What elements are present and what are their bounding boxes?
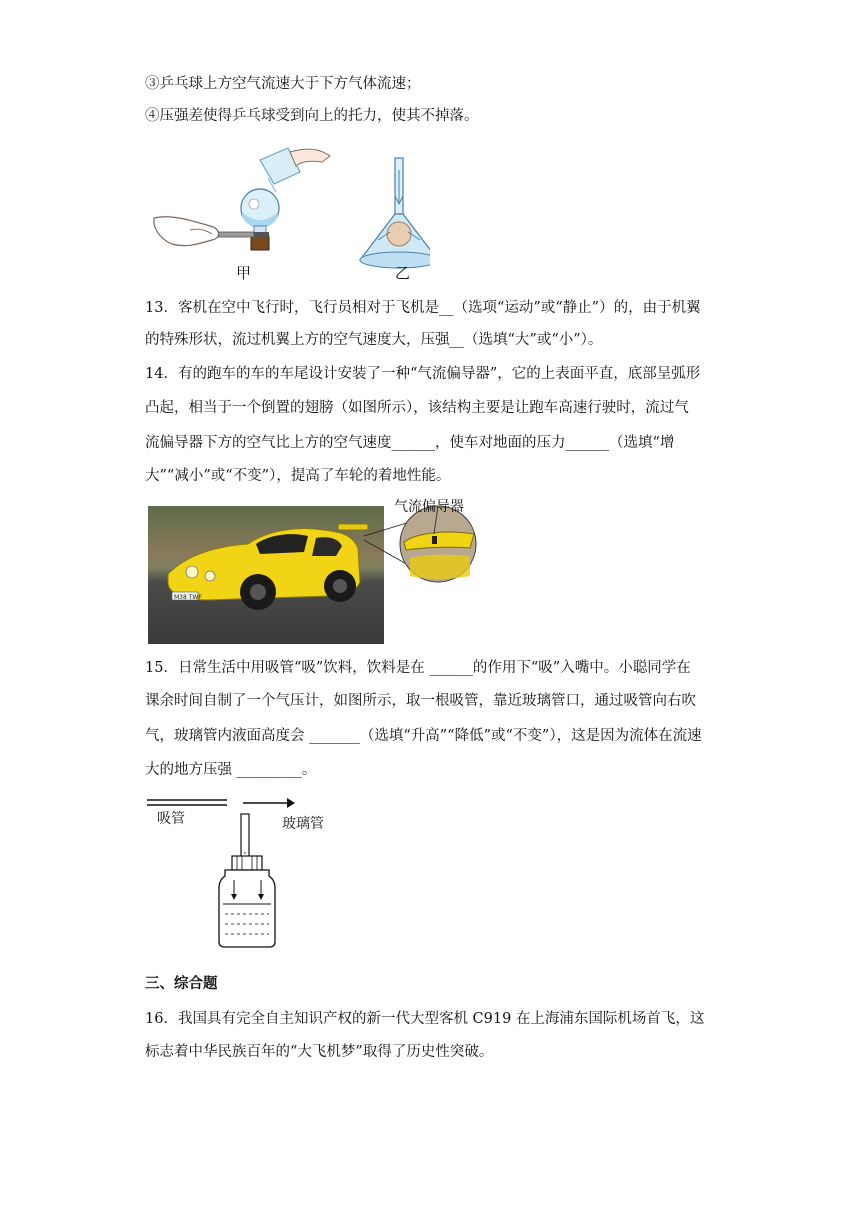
license-plate-text: M38 TWF (174, 594, 202, 601)
straw (147, 800, 227, 805)
straw-label: 吸管 (157, 811, 185, 827)
glass-tube-label: 玻璃管 (282, 816, 324, 832)
spoiler-label: 气流偏导器 (394, 499, 464, 515)
figure-label-yi: 乙 (395, 264, 411, 282)
section-title: 三、综合题 (145, 975, 218, 992)
question-14-line: 凸起，相当于一个倒置的翅膀（如图所示），该结构主要是让跑车高速行驶时，流过气 (145, 400, 689, 416)
figure-label-jia: 甲 (236, 264, 252, 282)
text-line: ③乒乓球上方空气流速大于下方气体流速； (145, 76, 421, 92)
blow-direction-arrow (243, 798, 295, 808)
funnel-illustration (360, 158, 430, 268)
pouring-cup-illustration (260, 148, 330, 192)
flask-illustration (241, 189, 279, 250)
spoiler-closeup (400, 506, 476, 582)
question-14-line: 14．有的跑车的车的车尾设计安装了一种“气流偏导器”，它的上表面平直，底部呈弧形 (145, 366, 701, 382)
sports-car-photo (148, 496, 488, 646)
question-15-line: 大的地方压强 _________。 (145, 762, 317, 778)
question-13-line: 的特殊形状，流过机翼上方的空气速度大，压强__（选填“大”或“小”）。 (145, 332, 603, 348)
question-15-line: 课余时间自制了一个气压计，如图所示，取一根吸管，靠近玻璃管口，通过吸管向右吹 (145, 693, 696, 709)
question-14-line: 流偏导器下方的空气比上方的空气速度______，使车对地面的压力______（选填“增 (145, 435, 675, 451)
question-16-line: 16．我国具有完全自主知识产权的新一代大型客机 C919 在上海浦东国际机场首飞，这 (145, 1011, 705, 1027)
question-13-line: 13．客机在空中飞行时，飞行员相对于飞机是__（选项“运动”或“静止”）的，由于机翼 (145, 300, 701, 316)
question-15-line: 气，玻璃管内液面高度会 _______（选填“升高”“降低”或“不变”），这是因为流体在流速 (145, 728, 702, 744)
question-16-line: 标志着中华民族百年的“大飞机梦”取得了历史性突破。 (145, 1044, 494, 1060)
question-15-line: 15．日常生活中用吸管“吸”饮料，饮料是在 ______的作用下“吸”入嘴中。小聪同学在 (145, 660, 691, 676)
question-14-line: 大”“减小”或“不变”），提高了车轮的着地性能。 (145, 468, 451, 484)
bottle (219, 856, 275, 947)
figure-jia-yi (150, 140, 430, 280)
text-line: ④压强差使得乒乓球受到向上的托力，使其不掉落。 (145, 108, 479, 124)
hand-illustration (154, 217, 254, 246)
